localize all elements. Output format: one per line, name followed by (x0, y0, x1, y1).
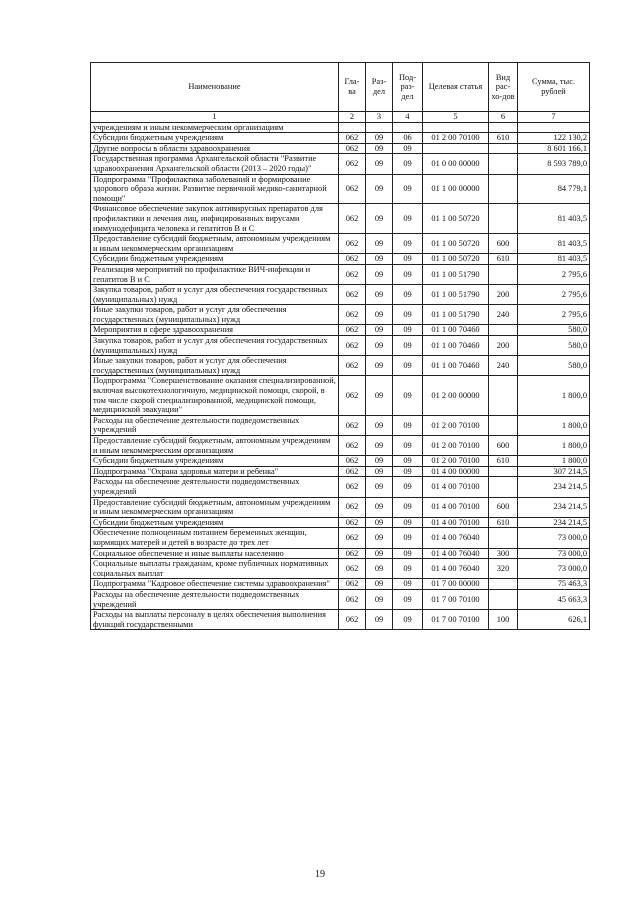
table-row (91, 264, 590, 284)
table-row (91, 305, 590, 325)
target-article-cell: 01 4 00 00000 (423, 466, 489, 477)
target-article-cell: 01 7 00 70100 (423, 610, 489, 630)
row-name-cell: Социальные выплаты гражданам, кроме публичных нормативных социальных выплат (91, 559, 339, 579)
podrazdel-cell: 09 (393, 204, 423, 234)
row-name-cell: Субсидии бюджетным учреждениям (91, 133, 339, 144)
razdel-cell: 09 (366, 466, 393, 477)
row-name-cell: Обеспечение полноценным питанием беременных женщин, кормящих матерей и детей в возрасте до трех лет (91, 528, 339, 548)
podrazdel-cell: 09 (393, 174, 423, 204)
razdel-cell: 09 (366, 254, 393, 265)
sum-cell: 8 601 166,1 (518, 143, 590, 154)
row-name-cell: Расходы на обеспечение деятельности подведомственных учреждений (91, 589, 339, 609)
podrazdel-cell: 09 (393, 325, 423, 336)
podrazdel-cell: 06 (393, 133, 423, 144)
sum-cell: 580,0 (518, 336, 590, 356)
razdel-cell: 09 (366, 415, 393, 435)
podrazdel-cell: 09 (393, 305, 423, 325)
expense-type-cell (489, 174, 518, 204)
glava-cell: 062 (339, 517, 366, 528)
row-name-cell: Расходы на выплаты персоналу в целях обеспечения выполнения функций государственными (91, 610, 339, 630)
podrazdel-cell: 09 (393, 477, 423, 497)
sum-cell: 1 800,0 (518, 436, 590, 456)
podrazdel-cell: 09 (393, 610, 423, 630)
expense-type-cell (489, 579, 518, 590)
table-body (91, 122, 590, 630)
podrazdel-cell: 09 (393, 579, 423, 590)
razdel-cell (366, 122, 393, 133)
razdel-cell: 09 (366, 336, 393, 356)
expense-type-cell: 610 (489, 517, 518, 528)
podrazdel-cell: 09 (393, 456, 423, 467)
table-row (91, 579, 590, 590)
row-name-cell: Предоставление субсидий бюджетным, автономным учреждениям и иным некоммерческим организациям (91, 436, 339, 456)
column-number: 1 (91, 112, 339, 123)
row-name-cell: Иные закупки товаров, работ и услуг для обеспечения государственных (муниципальных) нужд (91, 356, 339, 376)
table-row (91, 589, 590, 609)
podrazdel-cell: 09 (393, 285, 423, 305)
razdel-cell: 09 (366, 436, 393, 456)
podrazdel-cell: 09 (393, 517, 423, 528)
target-article-cell (423, 122, 489, 133)
expense-type-cell (489, 466, 518, 477)
podrazdel-cell: 09 (393, 436, 423, 456)
razdel-cell: 09 (366, 456, 393, 467)
table-row (91, 133, 590, 144)
row-name-cell: Другие вопросы в области здравоохранения (91, 143, 339, 154)
table-row (91, 376, 590, 415)
glava-cell: 062 (339, 305, 366, 325)
table-row (91, 254, 590, 265)
sum-cell: 75 463,3 (518, 579, 590, 590)
header-sum: Сумма, тыс. рублей (518, 63, 590, 112)
table-row (91, 548, 590, 559)
sum-cell: 2 795,6 (518, 305, 590, 325)
razdel-cell: 09 (366, 143, 393, 154)
glava-cell: 062 (339, 254, 366, 265)
sum-cell: 1 800,0 (518, 415, 590, 435)
row-name-cell: Реализация мероприятий по профилактике ВИЧ-инфекции и гепатитов В и С (91, 264, 339, 284)
glava-cell: 062 (339, 336, 366, 356)
razdel-cell: 09 (366, 517, 393, 528)
table-row (91, 436, 590, 456)
razdel-cell: 09 (366, 204, 393, 234)
glava-cell: 062 (339, 610, 366, 630)
row-name-cell: Подпрограмма "Профилактика заболеваний и формирование здорового образа жизни. Развитие первичной медико-санитарной помощи" (91, 174, 339, 204)
table-row (91, 285, 590, 305)
table-header-row (91, 63, 590, 112)
expense-type-cell (489, 589, 518, 609)
header-podrazdel: Под-раз-дел (393, 63, 423, 112)
glava-cell: 062 (339, 133, 366, 144)
target-article-cell: 01 2 00 70100 (423, 436, 489, 456)
razdel-cell: 09 (366, 325, 393, 336)
podrazdel-cell: 09 (393, 254, 423, 265)
razdel-cell: 09 (366, 376, 393, 415)
expense-type-cell (489, 264, 518, 284)
sum-cell: 122 130,2 (518, 133, 590, 144)
razdel-cell: 09 (366, 356, 393, 376)
glava-cell: 062 (339, 234, 366, 254)
glava-cell: 062 (339, 143, 366, 154)
glava-cell: 062 (339, 174, 366, 204)
table-row (91, 143, 590, 154)
target-article-cell: 01 2 00 70100 (423, 133, 489, 144)
table-row (91, 559, 590, 579)
expense-type-cell: 600 (489, 436, 518, 456)
razdel-cell: 09 (366, 528, 393, 548)
razdel-cell: 09 (366, 589, 393, 609)
expense-type-cell: 240 (489, 356, 518, 376)
glava-cell: 062 (339, 589, 366, 609)
glava-cell: 062 (339, 456, 366, 467)
podrazdel-cell: 09 (393, 234, 423, 254)
table-row (91, 497, 590, 517)
row-name-cell: Предоставление субсидий бюджетным, автономным учреждениям и иным некоммерческим организациям (91, 497, 339, 517)
sum-cell: 1 800,0 (518, 376, 590, 415)
sum-cell: 84 779,1 (518, 174, 590, 204)
table-row (91, 154, 590, 174)
expense-type-cell: 610 (489, 456, 518, 467)
expense-type-cell: 200 (489, 336, 518, 356)
row-name-cell: Подпрограмма "Кадровое обеспечение системы здравоохранения" (91, 579, 339, 590)
table-row (91, 122, 590, 133)
table-row (91, 356, 590, 376)
expense-type-cell: 320 (489, 559, 518, 579)
column-number-row (91, 112, 590, 123)
razdel-cell: 09 (366, 305, 393, 325)
expense-type-cell (489, 477, 518, 497)
sum-cell: 81 403,5 (518, 234, 590, 254)
target-article-cell: 01 4 00 70100 (423, 497, 489, 517)
glava-cell: 062 (339, 497, 366, 517)
sum-cell: 580,0 (518, 325, 590, 336)
row-name-cell: Подпрограмма "Охрана здоровья матери и ребенка" (91, 466, 339, 477)
target-article-cell: 01 1 00 00000 (423, 174, 489, 204)
row-name-cell: Субсидии бюджетным учреждениям (91, 254, 339, 265)
target-article-cell: 01 1 00 51790 (423, 305, 489, 325)
table-row (91, 174, 590, 204)
target-article-cell: 01 1 00 50720 (423, 254, 489, 265)
glava-cell: 062 (339, 415, 366, 435)
row-name-cell: Расходы на обеспечение деятельности подведомственных учреждений (91, 477, 339, 497)
expense-type-cell: 610 (489, 133, 518, 144)
razdel-cell: 09 (366, 477, 393, 497)
row-name-cell: Социальное обеспечение и иные выплаты населению (91, 548, 339, 559)
row-name-cell: учреждениям и иным некоммерческим организациям (91, 122, 339, 133)
sum-cell: 73 000,0 (518, 548, 590, 559)
table-row (91, 466, 590, 477)
sum-cell: 580,0 (518, 356, 590, 376)
target-article-cell: 01 2 00 70100 (423, 415, 489, 435)
target-article-cell: 01 1 00 51790 (423, 285, 489, 305)
table-row (91, 456, 590, 467)
row-name-cell: Государственная программа Архангельской области "Развитие здравоохранения Архангельской области (2013 – 2020 годы)" (91, 154, 339, 174)
podrazdel-cell: 09 (393, 376, 423, 415)
sum-cell: 8 593 789,0 (518, 154, 590, 174)
glava-cell (339, 122, 366, 133)
glava-cell: 062 (339, 154, 366, 174)
glava-cell: 062 (339, 436, 366, 456)
row-name-cell: Подпрограмма "Совершенствование оказания специализированной, включая высокотехнологичную, медицинской помощи, скорой, в том числе скорой специализированной, медицинской помощи, медицинской эвакуации" (91, 376, 339, 415)
glava-cell: 062 (339, 285, 366, 305)
razdel-cell: 09 (366, 154, 393, 174)
podrazdel-cell: 09 (393, 528, 423, 548)
target-article-cell: 01 4 00 70100 (423, 517, 489, 528)
razdel-cell: 09 (366, 133, 393, 144)
table-row (91, 415, 590, 435)
glava-cell: 062 (339, 477, 366, 497)
expense-type-cell (489, 204, 518, 234)
razdel-cell: 09 (366, 174, 393, 204)
table-row (91, 204, 590, 234)
target-article-cell: 01 1 00 50720 (423, 204, 489, 234)
razdel-cell: 09 (366, 264, 393, 284)
razdel-cell: 09 (366, 234, 393, 254)
page-number: 19 (315, 869, 325, 880)
header-target: Целевая статья (423, 63, 489, 112)
table-row (91, 517, 590, 528)
sum-cell: 73 000,0 (518, 559, 590, 579)
expense-type-cell (489, 143, 518, 154)
table-row (91, 325, 590, 336)
glava-cell: 062 (339, 356, 366, 376)
target-article-cell: 01 2 00 00000 (423, 376, 489, 415)
podrazdel-cell: 09 (393, 264, 423, 284)
podrazdel-cell: 09 (393, 143, 423, 154)
table-row (91, 610, 590, 630)
glava-cell: 062 (339, 559, 366, 579)
expense-type-cell: 600 (489, 234, 518, 254)
target-article-cell: 01 4 00 76040 (423, 528, 489, 548)
podrazdel-cell: 09 (393, 415, 423, 435)
podrazdel-cell: 09 (393, 548, 423, 559)
podrazdel-cell: 09 (393, 356, 423, 376)
glava-cell: 062 (339, 579, 366, 590)
row-name-cell: Расходы на обеспечение деятельности подведомственных учреждений (91, 415, 339, 435)
header-glava: Гла-ва (339, 63, 366, 112)
sum-cell: 1 800,0 (518, 456, 590, 467)
column-number: 6 (489, 112, 518, 123)
sum-cell: 307 214,5 (518, 466, 590, 477)
column-number: 2 (339, 112, 366, 123)
razdel-cell: 09 (366, 610, 393, 630)
sum-cell (518, 122, 590, 133)
row-name-cell: Иные закупки товаров, работ и услуг для обеспечения государственных (муниципальных) нужд (91, 305, 339, 325)
expense-type-cell: 240 (489, 305, 518, 325)
target-article-cell: 01 1 00 51790 (423, 264, 489, 284)
expense-type-cell (489, 154, 518, 174)
podrazdel-cell (393, 122, 423, 133)
target-article-cell: 01 0 00 00000 (423, 154, 489, 174)
header-name: Наименование (91, 63, 339, 112)
table-row (91, 477, 590, 497)
podrazdel-cell: 09 (393, 497, 423, 517)
glava-cell: 062 (339, 528, 366, 548)
sum-cell: 81 403,5 (518, 204, 590, 234)
target-article-cell: 01 7 00 00000 (423, 579, 489, 590)
expense-type-cell (489, 528, 518, 548)
row-name-cell: Закупка товаров, работ и услуг для обеспечения государственных (муниципальных) нужд (91, 336, 339, 356)
row-name-cell: Субсидии бюджетным учреждениям (91, 517, 339, 528)
razdel-cell: 09 (366, 559, 393, 579)
glava-cell: 062 (339, 466, 366, 477)
sum-cell: 2 795,6 (518, 264, 590, 284)
expense-type-cell: 300 (489, 548, 518, 559)
target-article-cell: 01 1 00 70460 (423, 336, 489, 356)
column-number: 7 (518, 112, 590, 123)
sum-cell: 234 214,5 (518, 517, 590, 528)
glava-cell: 062 (339, 204, 366, 234)
expense-type-cell: 600 (489, 497, 518, 517)
column-number: 5 (423, 112, 489, 123)
sum-cell: 81 403,5 (518, 254, 590, 265)
table-row (91, 528, 590, 548)
expense-type-cell (489, 415, 518, 435)
expense-type-cell (489, 122, 518, 133)
column-number: 4 (393, 112, 423, 123)
target-article-cell: 01 4 00 76040 (423, 548, 489, 559)
target-article-cell: 01 1 00 50720 (423, 234, 489, 254)
sum-cell: 2 795,6 (518, 285, 590, 305)
target-article-cell: 01 2 00 70100 (423, 456, 489, 467)
row-name-cell: Мероприятия в сфере здравоохранения (91, 325, 339, 336)
expense-type-cell (489, 376, 518, 415)
podrazdel-cell: 09 (393, 559, 423, 579)
razdel-cell: 09 (366, 497, 393, 517)
target-article-cell: 01 4 00 70100 (423, 477, 489, 497)
target-article-cell: 01 1 00 70460 (423, 356, 489, 376)
glava-cell: 062 (339, 548, 366, 559)
podrazdel-cell: 09 (393, 589, 423, 609)
table-row (91, 336, 590, 356)
glava-cell: 062 (339, 376, 366, 415)
glava-cell: 062 (339, 325, 366, 336)
sum-cell: 234 214,5 (518, 477, 590, 497)
sum-cell: 45 663,3 (518, 589, 590, 609)
row-name-cell: Финансовое обеспечение закупок антивирусных препаратов для профилактики и лечения лиц, инфицированных вирусами иммунодефицита человека и гепатитов В и С (91, 204, 339, 234)
table-row (91, 234, 590, 254)
sum-cell: 73 000,0 (518, 528, 590, 548)
glava-cell: 062 (339, 264, 366, 284)
expense-type-cell (489, 325, 518, 336)
target-article-cell: 01 7 00 70100 (423, 589, 489, 609)
target-article-cell (423, 143, 489, 154)
podrazdel-cell: 09 (393, 336, 423, 356)
expense-type-cell: 200 (489, 285, 518, 305)
razdel-cell: 09 (366, 548, 393, 559)
razdel-cell: 09 (366, 285, 393, 305)
sum-cell: 626,1 (518, 610, 590, 630)
target-article-cell: 01 4 00 76040 (423, 559, 489, 579)
podrazdel-cell: 09 (393, 466, 423, 477)
header-razdel: Раз-дел (366, 63, 393, 112)
header-vid: Вид рас-хо-дов (489, 63, 518, 112)
expense-type-cell: 100 (489, 610, 518, 630)
row-name-cell: Предоставление субсидий бюджетным, автономным учреждениям и иным некоммерческим организациям (91, 234, 339, 254)
row-name-cell: Субсидии бюджетным учреждениям (91, 456, 339, 467)
expense-type-cell: 610 (489, 254, 518, 265)
row-name-cell: Закупка товаров, работ и услуг для обеспечения государственных (муниципальных) нужд (91, 285, 339, 305)
podrazdel-cell: 09 (393, 154, 423, 174)
sum-cell: 234 214,5 (518, 497, 590, 517)
budget-table (90, 62, 590, 630)
column-number: 3 (366, 112, 393, 123)
target-article-cell: 01 1 00 70460 (423, 325, 489, 336)
razdel-cell: 09 (366, 579, 393, 590)
